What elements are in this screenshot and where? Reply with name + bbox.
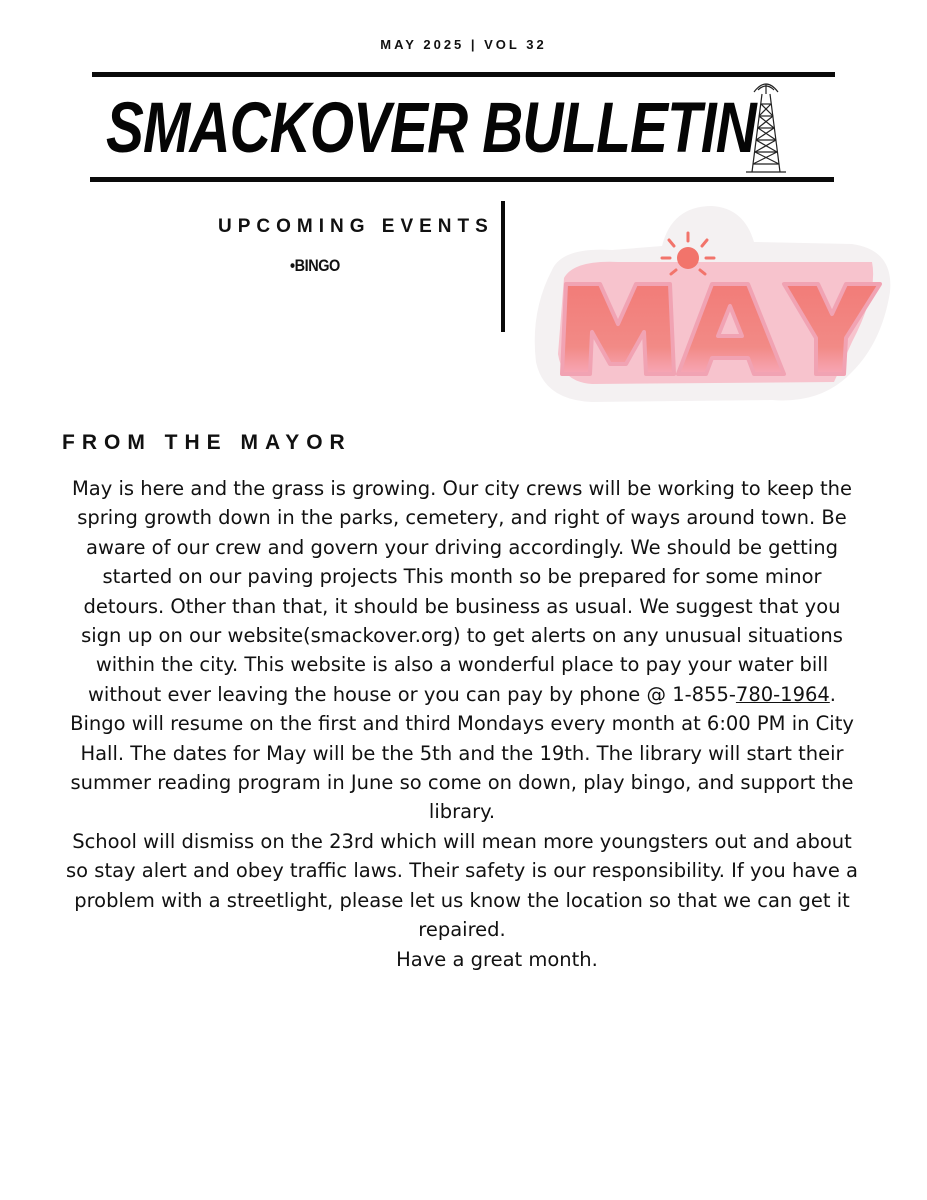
mayor-letter [62, 474, 862, 974]
mayor-paragraph-1 [62, 474, 862, 709]
mayor-paragraph-2: Bingo will resume on the first and third Mondays every month at 6:00 PM in City Hall. The dates for May will be the 5th and the 19th. The library will start their summer reading program in June so come on down, play bingo, and support the library. [70, 712, 854, 824]
mayor-paragraph-1-end: . [829, 682, 836, 706]
masthead-top-rule [92, 72, 835, 77]
mayor-closing: Have a great month. [396, 947, 598, 971]
event-item-bingo: •BINGO [290, 256, 340, 275]
radio-tower-icon [744, 80, 788, 175]
issue-line: MAY 2025 | VOL 32 [380, 37, 547, 52]
upcoming-events-heading: UPCOMING EVENTS [218, 216, 494, 237]
vertical-divider [501, 201, 505, 332]
masthead-title: SMACKOVER BULLETIN [106, 87, 756, 167]
mayor-paragraph-1-text: May is here and the grass is growing. Our city crews will be working to keep the spring growth down in the parks, cemetery, and right of ways around town. Be aware of our crew and govern your driving accordingly. We should be getting started on our paving projects This month so be prepared for some minor detours. Other than that, it should be business as usual. We suggest that you sign up on our website(smackover.org) to get alerts on any unusual situations within the city. This website is also a wonderful place to pay your water bill without ever leaving the house or you can pay by phone @ 1-855- [71, 477, 853, 706]
phone-number-link[interactable]: 780-1964 [735, 682, 830, 706]
masthead-bottom-rule [90, 177, 834, 182]
mayor-paragraph-3: School will dismiss on the 23rd which will mean more youngsters out and about so stay alert and obey traffic laws. Their safety is our responsibility. If you have a problem with a streetlight, please let us know the location so that we can get it repaired. [66, 829, 858, 942]
may-sticker [522, 192, 900, 414]
from-the-mayor-heading: FROM THE MAYOR [62, 431, 352, 454]
